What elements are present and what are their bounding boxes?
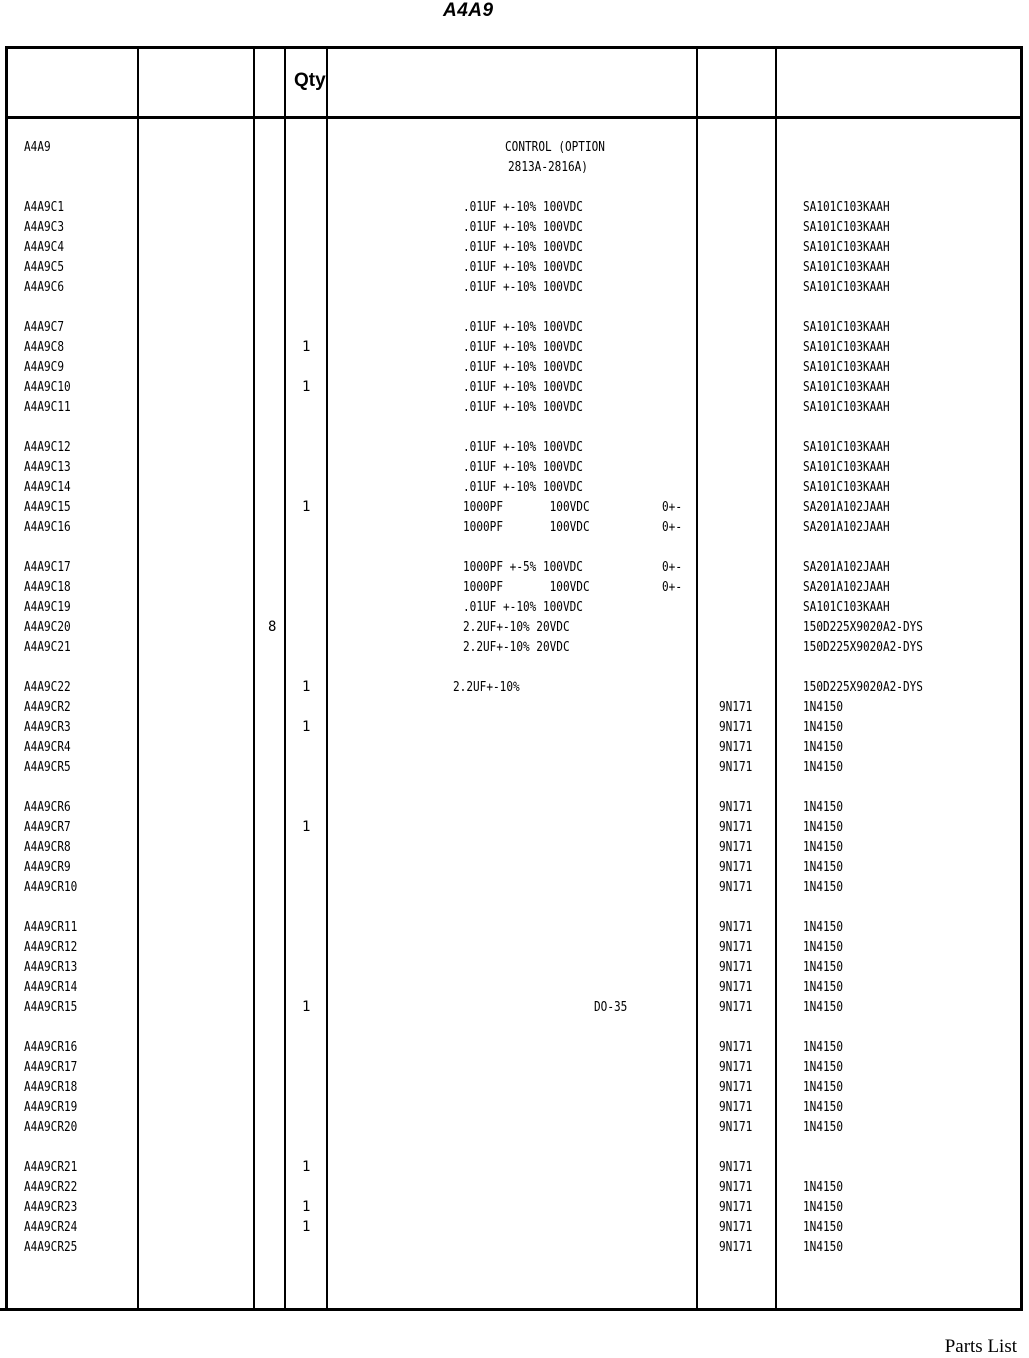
part-number: 1N4150 (803, 979, 844, 995)
mfr-code: 9N171 (719, 959, 753, 975)
description-extra: 0+- (662, 579, 683, 595)
description: .01UF +-10% 100VDC (463, 479, 583, 495)
ref-designator: A4A9C9 (24, 359, 65, 375)
mfr-code: 9N171 (719, 1079, 753, 1095)
mfr-code: 9N171 (719, 719, 753, 735)
ref-designator: A4A9C4 (24, 239, 65, 255)
description: 1000PF 100VDC (463, 519, 590, 535)
part-number: 1N4150 (803, 859, 844, 875)
part-number: 1N4150 (803, 719, 844, 735)
column-divider-6 (775, 46, 777, 1311)
part-number: SA101C103KAAH (803, 279, 890, 295)
ref-designator: A4A9C1 (24, 199, 65, 215)
description: 2.2UF+-10% (453, 679, 520, 695)
ref-designator: A4A9CR10 (24, 879, 78, 895)
part-number: 1N4150 (803, 1119, 844, 1135)
mfr-code: 9N171 (719, 1059, 753, 1075)
ref-designator: A4A9CR4 (24, 739, 71, 755)
quantity: 1 (302, 499, 311, 515)
mfr-code: 9N171 (719, 699, 753, 715)
description: .01UF +-10% 100VDC (463, 379, 583, 395)
part-number: 1N4150 (803, 879, 844, 895)
part-number: SA101C103KAAH (803, 359, 890, 375)
ref-designator: A4A9C5 (24, 259, 65, 275)
part-number: SA101C103KAAH (803, 439, 890, 455)
part-number: SA101C103KAAH (803, 399, 890, 415)
description-line-2: 2813A-2816A) (508, 159, 588, 175)
ref-designator: A4A9CR19 (24, 1099, 78, 1115)
column-divider-3 (284, 46, 286, 1311)
description: .01UF +-10% 100VDC (463, 239, 583, 255)
ref-designator: A4A9C11 (24, 399, 71, 415)
ref-designator: A4A9CR3 (24, 719, 71, 735)
ref-designator: A4A9 (24, 139, 51, 155)
left-border (5, 46, 8, 1311)
quantity: 1 (302, 719, 311, 735)
ref-designator: A4A9CR21 (24, 1159, 78, 1175)
ref-designator: A4A9CR25 (24, 1239, 78, 1255)
quantity: 1 (302, 1199, 311, 1215)
description-extra: 0+- (662, 559, 683, 575)
ref-designator: A4A9C18 (24, 579, 71, 595)
part-number: SA101C103KAAH (803, 339, 890, 355)
page-title: A4A9 (443, 0, 494, 21)
part-number: 150D225X9020A2-DYS (803, 639, 923, 655)
part-number: 1N4150 (803, 939, 844, 955)
table-top-border (5, 46, 1023, 49)
column-divider-1 (137, 46, 139, 1311)
description: 1000PF 100VDC (463, 499, 590, 515)
part-number: SA101C103KAAH (803, 239, 890, 255)
mfr-code: 9N171 (719, 799, 753, 815)
quantity: 1 (302, 1219, 311, 1235)
part-number: 1N4150 (803, 959, 844, 975)
quantity: 1 (302, 339, 311, 355)
ref-designator: A4A9C12 (24, 439, 71, 455)
part-number: 1N4150 (803, 819, 844, 835)
ref-designator: A4A9CR18 (24, 1079, 78, 1095)
mfr-code: 9N171 (719, 1159, 753, 1175)
ref-designator: A4A9C19 (24, 599, 71, 615)
mfr-code: 9N171 (719, 859, 753, 875)
ref-designator: A4A9CR16 (24, 1039, 78, 1055)
description: .01UF +-10% 100VDC (463, 439, 583, 455)
ref-designator: A4A9C7 (24, 319, 65, 335)
ref-designator: A4A9C15 (24, 499, 71, 515)
ref-designator: A4A9C17 (24, 559, 71, 575)
right-border (1020, 46, 1023, 1311)
description: 1000PF +-5% 100VDC (463, 559, 583, 575)
mfr-code: 9N171 (719, 1199, 753, 1215)
part-number: SA201A102JAAH (803, 519, 890, 535)
ref-designator: A4A9CR14 (24, 979, 78, 995)
ref-designator: A4A9C16 (24, 519, 71, 535)
description: .01UF +-10% 100VDC (463, 319, 583, 335)
part-number: SA101C103KAAH (803, 199, 890, 215)
part-number: 1N4150 (803, 739, 844, 755)
footer-label: Parts List (944, 1336, 1017, 1357)
ref-designator: A4A9CR20 (24, 1119, 78, 1135)
mfr-code: 9N171 (719, 879, 753, 895)
mfr-code: 9N171 (719, 1239, 753, 1255)
description: .01UF +-10% 100VDC (463, 279, 583, 295)
ref-designator: A4A9C22 (24, 679, 71, 695)
column-divider-4 (326, 46, 328, 1311)
ref-designator: A4A9CR22 (24, 1179, 78, 1195)
mfr-code: 9N171 (719, 1039, 753, 1055)
ref-designator: A4A9CR9 (24, 859, 71, 875)
description: .01UF +-10% 100VDC (463, 259, 583, 275)
part-number: 150D225X9020A2-DYS (803, 619, 923, 635)
ref-designator: A4A9C3 (24, 219, 65, 235)
mfr-code: 9N171 (719, 919, 753, 935)
mfr-code: 9N171 (719, 939, 753, 955)
ref-designator: A4A9CR24 (24, 1219, 78, 1235)
header-divider (5, 116, 1023, 119)
mfr-code: 9N171 (719, 979, 753, 995)
part-number: 1N4150 (803, 1239, 844, 1255)
mfr-code: 9N171 (719, 1099, 753, 1115)
ref-designator: A4A9C8 (24, 339, 65, 355)
part-number: SA101C103KAAH (803, 379, 890, 395)
description: .01UF +-10% 100VDC (463, 599, 583, 615)
column-divider-5 (696, 46, 698, 1311)
description-extra: 0+- (662, 499, 683, 515)
part-number: SA201A102JAAH (803, 579, 890, 595)
mfr-code: 9N171 (719, 839, 753, 855)
part-number: SA101C103KAAH (803, 479, 890, 495)
part-number: 1N4150 (803, 1199, 844, 1215)
part-number: 1N4150 (803, 1179, 844, 1195)
quantity: 1 (302, 379, 311, 395)
mfr-code: 9N171 (719, 759, 753, 775)
quantity: 1 (302, 819, 311, 835)
part-number: SA201A102JAAH (803, 559, 890, 575)
table-bottom-border (0, 1308, 1023, 1311)
ref-designator: A4A9CR8 (24, 839, 71, 855)
part-number: SA101C103KAAH (803, 319, 890, 335)
description: .01UF +-10% 100VDC (463, 339, 583, 355)
part-number: 1N4150 (803, 699, 844, 715)
part-number: SA101C103KAAH (803, 259, 890, 275)
description: .01UF +-10% 100VDC (463, 199, 583, 215)
mfr-code: 9N171 (719, 999, 753, 1015)
ref-designator: A4A9CR7 (24, 819, 71, 835)
part-number: 1N4150 (803, 1079, 844, 1095)
part-number: SA101C103KAAH (803, 219, 890, 235)
quantity: 1 (302, 679, 311, 695)
part-number: 1N4150 (803, 1099, 844, 1115)
description-extra: DO-35 (594, 999, 628, 1015)
ref-designator: A4A9CR5 (24, 759, 71, 775)
ref-designator: A4A9C10 (24, 379, 71, 395)
part-number: 150D225X9020A2-DYS (803, 679, 923, 695)
ref-designator: A4A9CR6 (24, 799, 71, 815)
mfr-code: 9N171 (719, 739, 753, 755)
ref-designator: A4A9CR13 (24, 959, 78, 975)
mfr-code: 9N171 (719, 1179, 753, 1195)
description: CONTROL (OPTION (505, 139, 605, 155)
ref-designator: A4A9C14 (24, 479, 71, 495)
part-number: 1N4150 (803, 839, 844, 855)
description: 1000PF 100VDC (463, 579, 590, 595)
part-number: 1N4150 (803, 1039, 844, 1055)
ref-designator: A4A9C21 (24, 639, 71, 655)
part-number: SA101C103KAAH (803, 599, 890, 615)
ref-designator: A4A9CR17 (24, 1059, 78, 1075)
part-number: SA101C103KAAH (803, 459, 890, 475)
quantity: 1 (302, 999, 311, 1015)
ref-designator: A4A9CR12 (24, 939, 78, 955)
qty-code: 8 (268, 619, 277, 635)
ref-designator: A4A9CR23 (24, 1199, 78, 1215)
ref-designator: A4A9CR11 (24, 919, 78, 935)
part-number: 1N4150 (803, 799, 844, 815)
part-number: 1N4150 (803, 1219, 844, 1235)
part-number: 1N4150 (803, 999, 844, 1015)
part-number: 1N4150 (803, 1059, 844, 1075)
mfr-code: 9N171 (719, 1119, 753, 1135)
mfr-code: 9N171 (719, 1219, 753, 1235)
ref-designator: A4A9C6 (24, 279, 65, 295)
qty-column-header: Qty (294, 70, 326, 91)
description: .01UF +-10% 100VDC (463, 459, 583, 475)
column-divider-2 (253, 46, 255, 1311)
ref-designator: A4A9CR15 (24, 999, 78, 1015)
description-extra: 0+- (662, 519, 683, 535)
part-number: SA201A102JAAH (803, 499, 890, 515)
ref-designator: A4A9C13 (24, 459, 71, 475)
description: 2.2UF+-10% 20VDC (463, 639, 570, 655)
description: .01UF +-10% 100VDC (463, 359, 583, 375)
mfr-code: 9N171 (719, 819, 753, 835)
ref-designator: A4A9CR2 (24, 699, 71, 715)
description: .01UF +-10% 100VDC (463, 219, 583, 235)
quantity: 1 (302, 1159, 311, 1175)
ref-designator: A4A9C20 (24, 619, 71, 635)
part-number: 1N4150 (803, 759, 844, 775)
description: .01UF +-10% 100VDC (463, 399, 583, 415)
part-number: 1N4150 (803, 919, 844, 935)
description: 2.2UF+-10% 20VDC (463, 619, 570, 635)
